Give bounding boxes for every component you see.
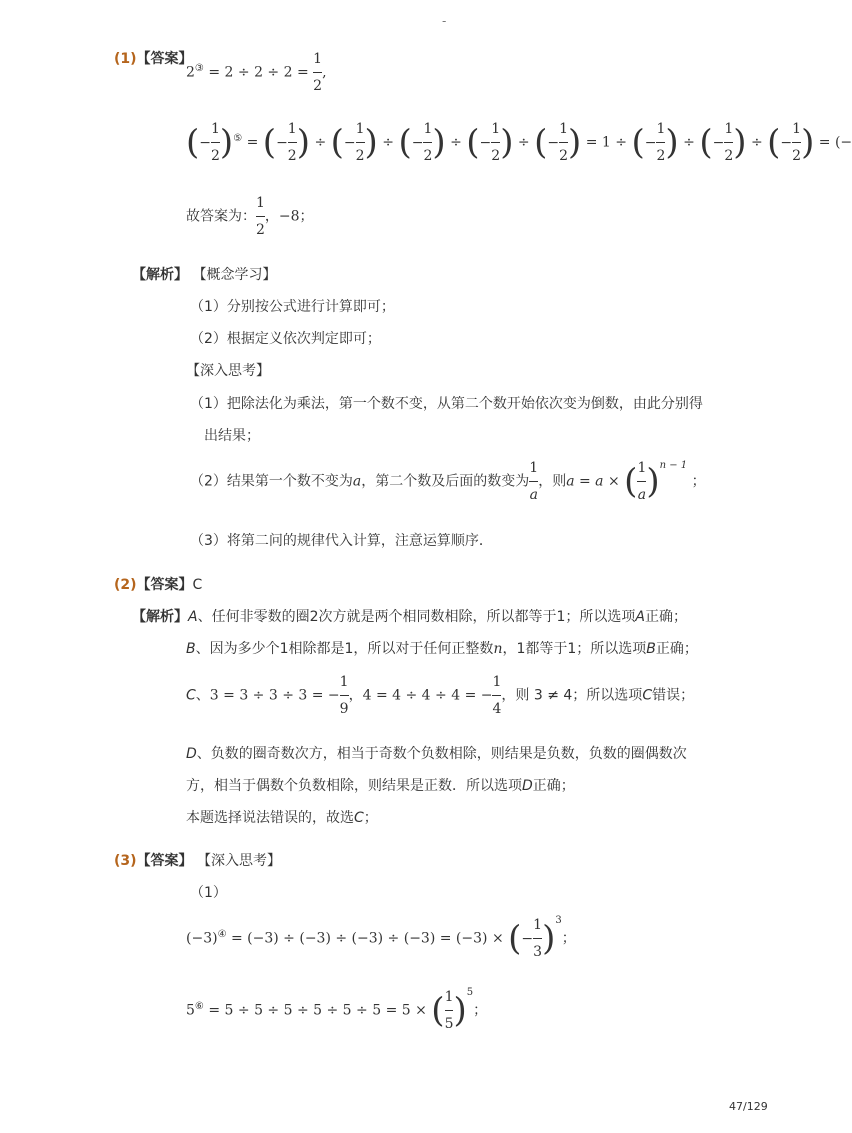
exponent: 3 xyxy=(555,914,562,926)
answer-value: C xyxy=(192,577,203,593)
punct: , xyxy=(322,64,327,81)
math-expression: = 2 ÷ 2 ÷ 2 = xyxy=(208,64,309,81)
punct: ； xyxy=(691,473,706,490)
operator: ÷ xyxy=(750,134,763,151)
equation-2: 5⑥ = 5 ÷ 5 ÷ 5 ÷ 5 ÷ 5 ÷ 5 = 5 × ( $\frac{1}{5}$ )$^5$； xyxy=(186,986,488,1032)
operator: ÷ xyxy=(517,134,530,151)
truncated-expression: = (− xyxy=(818,134,852,151)
option-b-line: B、因为多少个1相除都是1，所以对于任何正整数n，1都等于1；所以选项B正确； xyxy=(186,641,698,657)
exponent: 5 xyxy=(466,986,474,998)
text: （2）结果第一个数不变为 xyxy=(190,473,353,490)
answer-value: ，−8； xyxy=(264,208,314,225)
option-d-line-1: D、负数的圈奇数次方，相当于奇数个负数相除，则结果是负数，负数的圈偶数次 xyxy=(186,746,687,762)
answer-tag: 【答案】 xyxy=(136,853,193,869)
circle-exponent: ⑥ xyxy=(194,1000,204,1012)
operator: = 1 ÷ xyxy=(585,134,628,151)
fraction: $\frac{1}{3}$ xyxy=(533,917,543,960)
text: ，第二个数及后面的数变为 xyxy=(361,473,530,490)
operator: ÷ xyxy=(314,134,327,151)
fraction: $\frac{1}{2}$ xyxy=(256,195,265,238)
circle-exponent: ③ xyxy=(194,62,204,74)
fraction: $\frac{1}{2}$ xyxy=(211,121,220,164)
variable: a xyxy=(352,473,362,490)
thinking-item-3: （3）将第二问的规律代入计算，注意运算顺序． xyxy=(190,533,493,549)
analysis-tag: 【解析】 xyxy=(132,609,188,625)
answer-label: 故答案为： xyxy=(186,208,256,225)
analysis-item-2: （2）根据定义依次判定即可； xyxy=(190,331,381,347)
section-3-heading xyxy=(114,850,281,870)
math-base: 2 xyxy=(186,64,195,81)
answer-tag: 【答案】 xyxy=(136,51,193,67)
formula: a = a × xyxy=(566,473,620,490)
exponent: n − 1 xyxy=(659,459,688,471)
page-number: 47/129 xyxy=(729,1100,768,1113)
deep-thinking-heading: 【深入思考】 xyxy=(186,363,270,379)
section-number: (3) xyxy=(114,853,137,869)
option-d-line-2: 方，相当于偶数个负数相除，则结果是正数．所以选项D正确； xyxy=(186,778,575,794)
fraction: $\frac{1}{a}$ xyxy=(529,460,539,503)
concept-heading: 【概念学习】 xyxy=(192,267,277,283)
fraction: $\frac{1}{2}$ xyxy=(313,51,323,94)
equation-1: (−3)④ = (−3) ÷ (−3) ÷ (−3) ÷ (−3) = (−3) × (− $\frac{1}{3}$ )$^3$； xyxy=(186,914,576,960)
option-a-line: 【解析】A、任何非零数的圈2次方就是两个相同数相除，所以都等于1；所以选项A正确； xyxy=(132,609,687,625)
operator: = xyxy=(246,134,259,151)
deep-thinking-heading: 【深入思考】 xyxy=(197,853,281,869)
answer-line-2: (− $\frac{1}{2}$ )⑤ = (− $\frac{1}{2}$ ) ÷ (− $\frac{1}{2}$ ) ÷ (− $\frac{1}{2}$ ) ÷ (− $\frac{1}{2}$ ) ÷ (− $\frac{1}{2}$ ) = 1 ÷ (− $\frac{1}{2}$ ) ÷ (− $\frac{1}{2}$ ) ÷ (− $\frac{1}{2}$ ) = (− xyxy=(186,121,852,164)
operator: ÷ xyxy=(683,134,695,151)
conclusion-line: 本题选择说法错误的，故选C； xyxy=(186,810,378,826)
answer-tag: 【答案】 xyxy=(136,577,193,593)
operator: ÷ xyxy=(382,134,394,151)
circle-exponent: ④ xyxy=(217,928,227,940)
fraction: $\frac{1}{9}$ xyxy=(339,674,349,717)
section-2-heading xyxy=(114,574,202,594)
option-c-line: C、3 = 3 ÷ 3 ÷ 3 = − $\frac{1}{9}$ ，4 = 4 ÷ 4 ÷ 4 = − $\frac{1}{4}$ ，则 3 ≠ 4；所以选项C错误； xyxy=(186,674,695,717)
thinking-item-1-cont: 出结果； xyxy=(204,428,260,444)
thinking-item-2: （2）结果第一个数不变为a，第二个数及后面的数变为 $\frac{1}{a}$ ，则a = a × ( $\frac{1}{a}$ )$^{n - 1}$ ； xyxy=(190,459,706,503)
section-number: (1) xyxy=(114,51,137,67)
section-1-heading xyxy=(114,48,193,68)
section-number: (2) xyxy=(114,577,137,593)
fraction: $\frac{1}{4}$ xyxy=(492,674,502,717)
analysis-heading xyxy=(132,264,276,284)
header-mark: - xyxy=(442,14,447,28)
operator: ÷ xyxy=(450,134,462,151)
answer-line-1 xyxy=(186,52,327,93)
text: ，则 xyxy=(538,473,567,490)
circle-exponent: ⑤ xyxy=(233,132,243,144)
sub-item-1: （1） xyxy=(190,885,227,901)
thinking-item-1: （1）把除法化为乘法，第一个数不变，从第二个数开始依次变为倒数，由此分别得 xyxy=(190,396,703,412)
answer-line-3 xyxy=(186,196,314,237)
fraction: $\frac{1}{5}$ xyxy=(444,989,454,1032)
fraction: $\frac{1}{a}$ xyxy=(637,460,647,503)
analysis-item-1: （1）分别按公式进行计算即可； xyxy=(190,299,395,315)
analysis-tag: 【解析】 xyxy=(132,267,188,283)
